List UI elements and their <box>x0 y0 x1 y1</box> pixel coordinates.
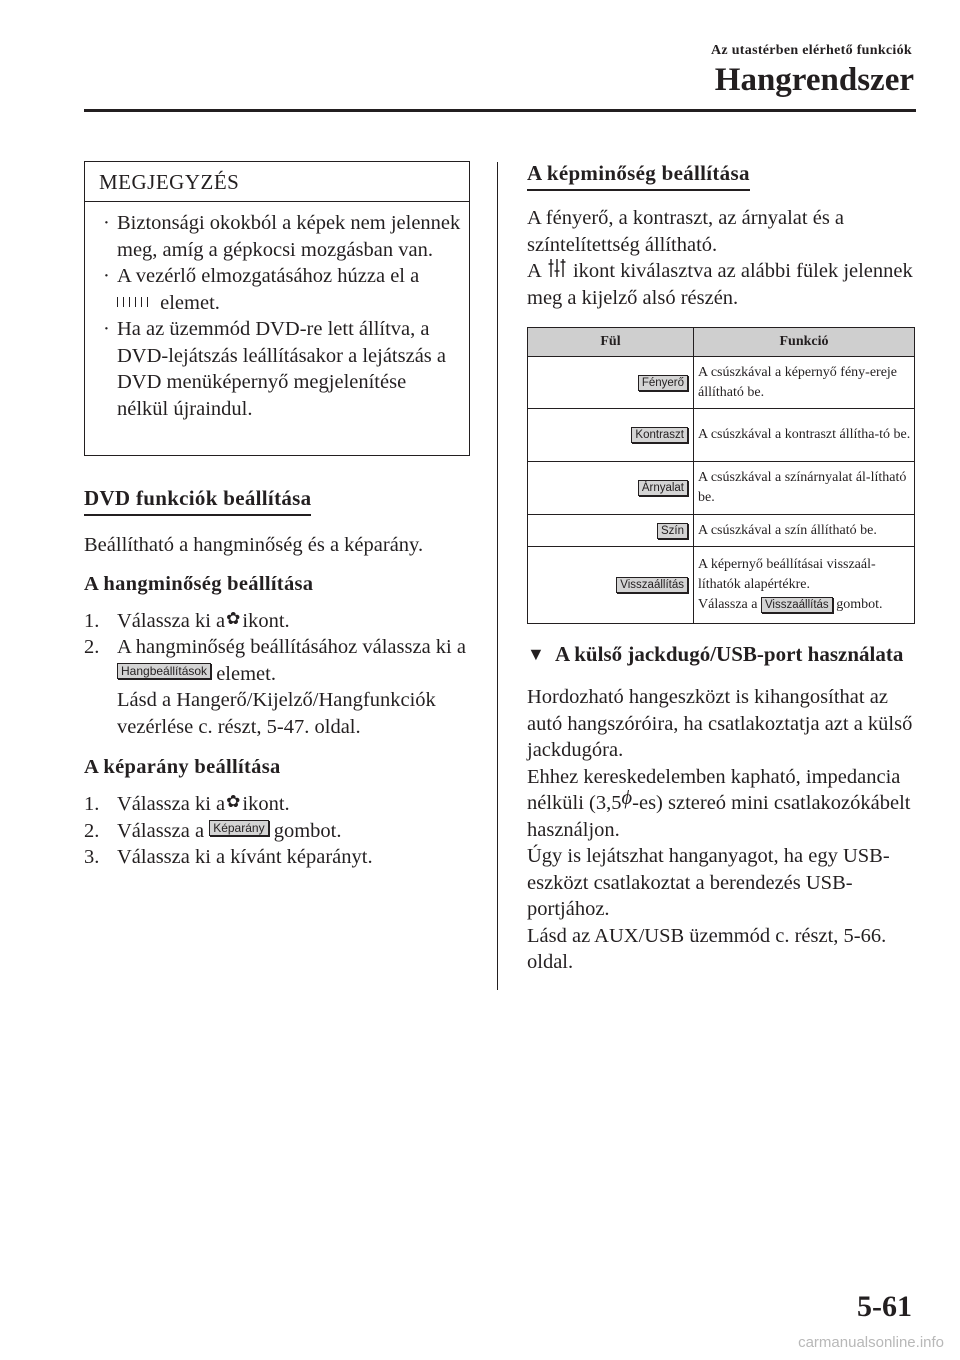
table-cell <box>528 547 694 624</box>
aux-paragraph <box>527 764 915 844</box>
note-text: Biztonsági okokból a képek nem jelennek meg, amíg a gépkocsi mozgásban van. <box>117 212 461 261</box>
step-number: 3. <box>84 846 100 868</box>
page-number: 5-61 <box>857 1290 912 1323</box>
table-cell <box>528 515 694 547</box>
picture-quality-heading: A képminőség beállítása <box>527 161 750 191</box>
step-text: Válassza ki a <box>117 609 226 632</box>
step <box>84 818 470 845</box>
picture-settings-table <box>527 327 915 624</box>
step <box>84 634 470 740</box>
tint-tab-button[interactable]: Árnyalat <box>638 480 688 496</box>
step-text: elemet. <box>216 662 276 685</box>
aspect-steps <box>84 791 470 871</box>
step-reference: Lásd a Hangerő/Kijelző/Hangfunkciók vezérlése c. részt, 5-47. oldal. <box>117 689 436 738</box>
right-column <box>527 161 915 976</box>
table-row <box>528 547 915 624</box>
table-cell: A csúszkával a színárnyalat ál-lítható be. <box>694 462 915 515</box>
cell-text: gombot. <box>836 597 883 612</box>
note-text: A vezérlő elmozgatásához húzza el a <box>117 265 420 287</box>
brightness-tab-button[interactable]: Fényerő <box>638 375 688 391</box>
sound-quality-heading: A hangminőség beállítása <box>84 572 314 595</box>
step <box>84 791 470 818</box>
step-text: ikont. <box>242 609 290 632</box>
table-cell <box>528 357 694 409</box>
bullet: · <box>103 212 110 234</box>
bullet: · <box>103 265 110 287</box>
watermark: carmanualsonline.info <box>798 1334 944 1351</box>
step-number: 2. <box>84 636 100 658</box>
note-item <box>99 210 461 263</box>
intro-text: ikont kiválasztva az alábbi fülek jelennek meg a kijelző alsó részén. <box>527 260 913 309</box>
gear-icon: ✿ <box>226 792 241 811</box>
note-item <box>99 316 461 422</box>
header-divider <box>84 109 916 112</box>
note-title: MEGJEGYZÉS <box>85 162 469 202</box>
reset-tab-button[interactable]: Visszaállítás <box>616 577 688 593</box>
aux-text: Ehhez kereskedelemben kapható, impedancia nélküli (3,5 <box>527 765 901 814</box>
table-row <box>528 462 915 515</box>
picture-intro: A fényerő, a kontraszt, az árnyalat és a színtelítettség állítható. <box>527 207 845 256</box>
note-text-suffix: elemet. <box>160 291 220 314</box>
section-label: Az utastérben elérhető funkciók <box>711 43 912 58</box>
step <box>84 608 470 635</box>
diameter-symbol: ϕ <box>621 787 633 809</box>
dvd-intro: Beállítható a hangminőség és a képarány. <box>84 534 424 556</box>
step-number: 1. <box>84 609 100 632</box>
drag-handle-icon <box>117 297 153 307</box>
aux-text: -es) sztereó mini csatlakozókábelt használjon. <box>527 792 911 841</box>
contrast-tab-button[interactable]: Kontraszt <box>631 427 688 443</box>
bullet: · <box>103 318 110 340</box>
intro-text: A <box>527 260 541 282</box>
sound-steps <box>84 608 470 741</box>
sound-settings-button[interactable]: Hangbeállítások <box>117 663 211 679</box>
step-text: ikont. <box>242 793 290 815</box>
table-cell: A csúszkával a képernyő fény-ereje állítható be. <box>694 357 915 409</box>
aux-paragraph: Úgy is lejátszhat hanganyagot, ha egy USB-eszközt csatlakoztat a berendezés USB-portjához. <box>527 845 890 920</box>
note-box <box>84 161 470 456</box>
step-number: 2. <box>84 819 100 842</box>
dvd-settings-heading: DVD funkciók beállítása <box>84 486 311 516</box>
step-text: Válassza ki a kívánt képarányt. <box>117 846 373 868</box>
step-number: 1. <box>84 793 100 815</box>
reset-button[interactable]: Visszaállítás <box>761 597 833 613</box>
step-text: gombot. <box>273 819 342 842</box>
table-cell: A csúszkával a szín állítható be. <box>694 515 915 547</box>
cell-text: Válassza a <box>698 597 758 612</box>
color-tab-button[interactable]: Szín <box>657 523 688 539</box>
table-cell: A csúszkával a kontraszt állítha-tó be. <box>694 409 915 462</box>
table-row <box>528 409 915 462</box>
table-cell <box>528 462 694 515</box>
column-header: Funkció <box>694 328 915 357</box>
step-text: Válassza a <box>117 819 205 842</box>
column-header: Fül <box>528 328 694 357</box>
note-list <box>85 202 469 422</box>
table-row <box>528 515 915 547</box>
step-text: A hangminőség beállításához válassza ki a <box>117 636 466 658</box>
step <box>84 844 470 871</box>
triangle-icon: ▼ <box>527 644 545 664</box>
table-cell <box>528 409 694 462</box>
aux-paragraph: Lásd az AUX/USB üzemmód c. részt, 5-66. oldal. <box>527 924 887 973</box>
left-column <box>84 161 470 871</box>
table-cell <box>694 547 915 624</box>
column-divider <box>497 162 498 990</box>
table-row <box>528 357 915 409</box>
aspect-ratio-heading: A képarány beállítása <box>84 756 281 778</box>
note-item <box>99 263 461 316</box>
gear-icon: ✿ <box>226 608 241 628</box>
picture-intro-2 <box>527 258 915 311</box>
cell-text: A képernyő beállításai visszaál-líthatók alapértékre. <box>698 557 876 592</box>
aux-usb-heading-text: A külső jackdugó/USB-port használata <box>555 642 904 666</box>
note-text: Ha az üzemmód DVD-re lett állítva, a DVD-lejátszás leállításakor a lejátszás a DVD menüképernyő megjelenítése nélkül újraindul. <box>117 318 446 420</box>
step-text: Válassza ki a <box>117 793 226 815</box>
table-header-row <box>528 328 915 357</box>
aspect-ratio-button[interactable]: Képarány <box>209 820 268 836</box>
aux-paragraph: Hordozható hangeszközt is kihangosíthat az autó hangszóróira, ha csatlakoztatja azt a külső jackdugóra. <box>527 686 913 761</box>
page-title: Hangrendszer <box>714 62 914 98</box>
aux-usb-heading <box>527 640 915 668</box>
equalizer-icon <box>548 258 566 278</box>
